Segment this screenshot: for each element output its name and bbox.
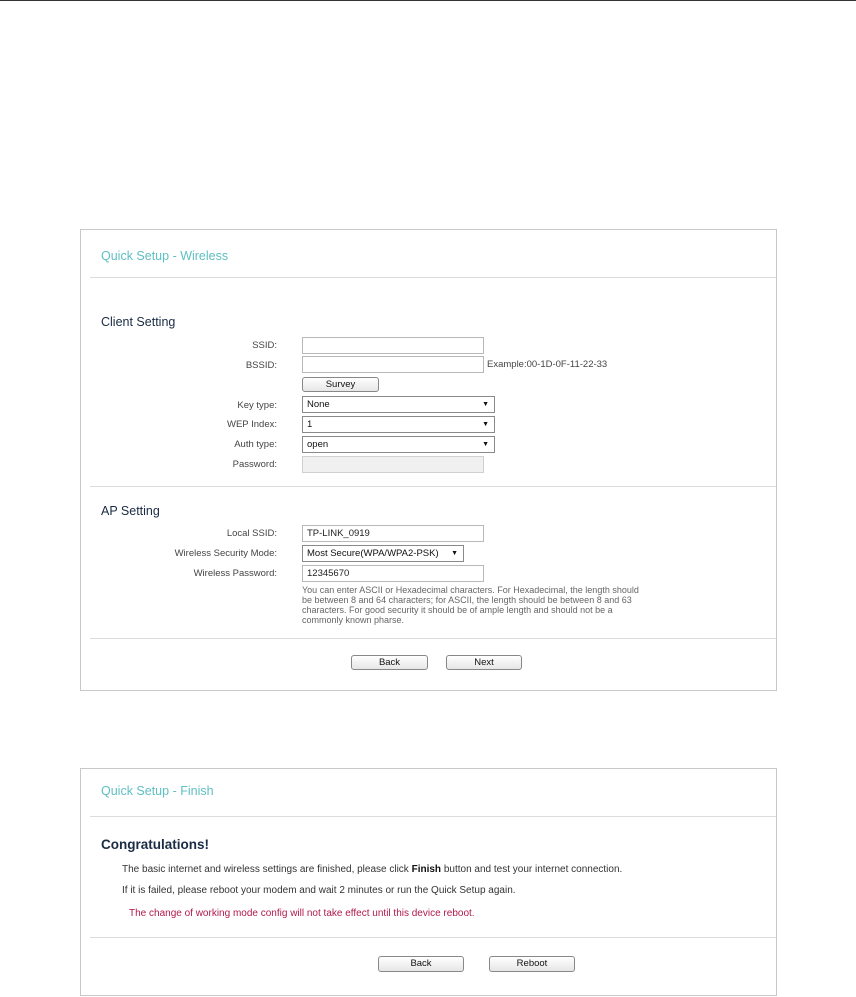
quick-setup-finish-panel <box>80 768 777 996</box>
key-type-label: Key type: <box>237 400 277 411</box>
local-ssid-label: Local SSID: <box>226 528 277 539</box>
security-mode-value: Most Secure(WPA/WPA2-PSK) <box>307 548 439 559</box>
bssid-input[interactable] <box>302 356 484 373</box>
wireless-password-label: Wireless Password: <box>193 568 277 579</box>
password-label: Password: <box>232 459 277 470</box>
auth-type-select[interactable] <box>302 436 495 453</box>
reboot-warning: The change of working mode config will not take effect until this device reboot. <box>129 908 475 919</box>
chevron-down-icon: ▼ <box>482 441 489 448</box>
key-type-select[interactable] <box>302 396 495 413</box>
chevron-down-icon: ▼ <box>451 550 458 557</box>
ssid-label: SSID: <box>252 340 277 351</box>
footer-divider <box>90 638 776 639</box>
security-mode-label: Wireless Security Mode: <box>174 548 277 559</box>
local-ssid-input[interactable] <box>302 525 484 542</box>
panel-title: Quick Setup - Finish <box>101 784 214 798</box>
ssid-input[interactable] <box>302 337 484 354</box>
reboot-button[interactable]: Reboot <box>489 956 575 972</box>
chevron-down-icon: ▼ <box>482 421 489 428</box>
back-button[interactable]: Back <box>351 655 428 670</box>
key-type-value: None <box>307 399 330 410</box>
hint-line: characters. For good security it should be of ample length and should not be a <box>302 605 613 615</box>
panel-title: Quick Setup - Wireless <box>101 249 229 263</box>
survey-button[interactable]: Survey <box>302 377 379 392</box>
client-password-input[interactable] <box>302 456 484 473</box>
wep-index-select[interactable] <box>302 416 495 433</box>
hint-line: commonly known pharse. <box>302 615 405 625</box>
top-divider <box>0 0 856 1</box>
chevron-down-icon: ▼ <box>482 401 489 408</box>
hint-line: You can enter ASCII or Hexadecimal characters. For Hexadecimal, the length should <box>302 585 639 595</box>
next-button[interactable]: Next <box>446 655 522 670</box>
footer-divider <box>90 937 776 938</box>
security-mode-select[interactable] <box>302 545 464 562</box>
reboot-instructions: If it is failed, please reboot your modem and wait 2 minutes or run the Quick Setup again. <box>122 885 516 896</box>
congratulations-heading: Congratulations! <box>101 837 209 852</box>
wireless-password-input[interactable] <box>302 565 484 582</box>
finish-message-start: The basic internet and wireless settings are finished, please click <box>122 864 412 875</box>
client-setting-heading: Client Setting <box>101 315 176 329</box>
wep-index-value: 1 <box>307 419 313 430</box>
ap-setting-heading: AP Setting <box>101 504 160 518</box>
bssid-example: Example:00-1D-0F-11-22-33 <box>487 359 608 370</box>
title-divider <box>90 816 776 817</box>
finish-message <box>122 864 622 875</box>
auth-type-label: Auth type: <box>234 439 277 450</box>
finish-message-end: button and test your internet connection. <box>441 864 623 875</box>
finish-keyword: Finish <box>411 864 442 875</box>
hint-line: be between 8 and 64 characters; for ASCII, the length should be between 8 and 63 <box>302 595 632 605</box>
auth-type-value: open <box>307 439 329 450</box>
bssid-label: BSSID: <box>245 360 277 371</box>
section-divider <box>90 486 776 487</box>
title-divider <box>90 277 776 278</box>
wep-index-label: WEP Index: <box>227 419 277 430</box>
back-button[interactable]: Back <box>378 956 464 972</box>
password-hint <box>302 585 672 625</box>
quick-setup-wireless-panel <box>80 229 777 691</box>
